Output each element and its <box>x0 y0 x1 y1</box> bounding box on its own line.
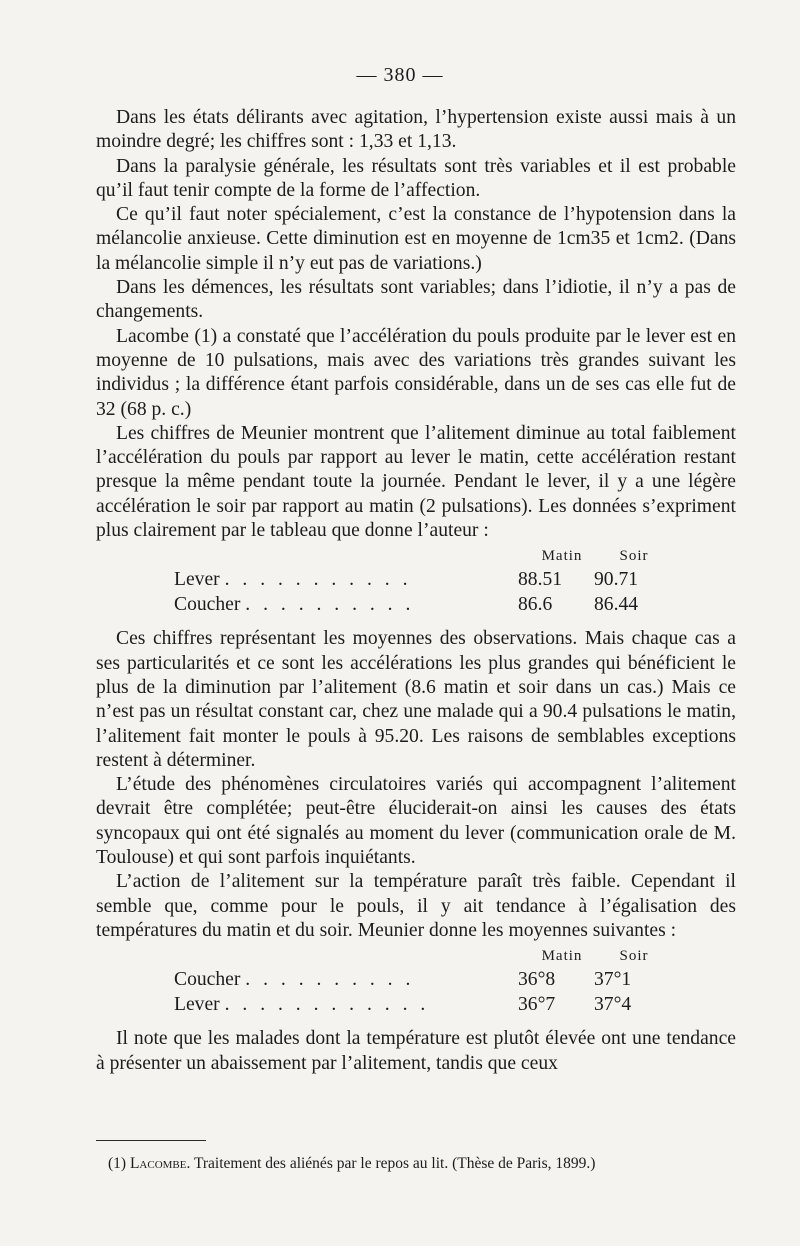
page-number: — 380 — <box>356 64 444 86</box>
table-header <box>96 945 736 967</box>
paragraph: L’étude des phénomènes circulatoires variés qui accompagnent l’alitement devrait être complétée; peut-être éluciderait-on ainsi les causes des états syncopaux qui ont été signalés au moment du lever (communication orale de M. Toulouse) et qui sont parfois inquiétants. <box>96 774 736 869</box>
table-cell: 88.51 <box>518 569 563 591</box>
paragraph: L’action de l’alitement sur la température paraît très faible. Cependant il semble que, comme pour le pouls, il y ait tendance à l’égalisation des températures du matin et du soir. Meunier donne les moyennes suivantes : <box>96 871 736 941</box>
footnote-author: Lacombe <box>129 1155 187 1172</box>
leader-dots: . . . . . . . . . . <box>245 969 415 991</box>
paragraph: Dans les états délirants avec agitation, l’hypertension existe aussi mais à un moindre degré; les chiffres sont : 1,33 et 1,13. <box>96 107 736 153</box>
column-header: Soir <box>619 548 649 565</box>
table-cell: 36°7 <box>518 994 556 1016</box>
table-cell: 37°1 <box>594 969 632 991</box>
paragraph: Lacombe (1) a constaté que l’accélération du pouls produite par le lever est en moyenne de 10 pulsations, mais avec des variations très grandes suivant les individus ; la différence étant parfois considérable, dans un de ses cas elle fut de 32 (68 p. c.) <box>96 325 736 420</box>
table-row <box>96 567 736 592</box>
table-cell: 36°8 <box>518 969 556 991</box>
table-row <box>96 967 736 992</box>
pulse-table <box>96 545 736 617</box>
table-cell: 37°4 <box>594 994 632 1016</box>
paragraph: Les chiffres de Meunier montrent que l’alitement diminue au total faiblement l’accélération du pouls par rapport au lever le matin, cette accélération restant presque la même pendant toute la journée. Pendant le lever, il y a une légère accélération le soir par rapport au matin (2 pulsations). Les données s’expriment plus clairement par le tableau que donne l’auteur : <box>96 422 736 542</box>
column-header: Soir <box>619 948 649 965</box>
leader-dots: . . . . . . . . . . . . <box>224 994 430 1016</box>
paragraph: Ce qu’il faut noter spécialement, c’est la constance de l’hypotension dans la mélancolie anxieuse. Cette diminution est en moyenne de 1cm35 et 1cm2. (Dans la mélancolie simple il n’y eut pas de variations.) <box>96 204 736 274</box>
row-label: Lever <box>174 569 220 591</box>
table-header <box>96 545 736 567</box>
table-row <box>96 592 736 617</box>
paragraph: Dans les démences, les résultats sont variables; dans l’idiotie, il n’y a pas de changements. <box>96 277 736 323</box>
temperature-table <box>96 945 736 1017</box>
column-header: Matin <box>541 548 583 565</box>
row-label: Coucher <box>174 969 241 991</box>
footnote <box>108 1154 748 1174</box>
body-text <box>96 106 736 1076</box>
row-label: Lever <box>174 994 220 1016</box>
footnote-divider <box>96 1140 206 1141</box>
leader-dots: . . . . . . . . . . <box>245 594 415 616</box>
table-cell: 90.71 <box>594 569 639 591</box>
table-cell: 86.6 <box>518 594 553 616</box>
table-cell: 86.44 <box>594 594 639 616</box>
column-header: Matin <box>541 948 583 965</box>
leader-dots: . . . . . . . . . . . <box>224 569 412 591</box>
paragraph: Ces chiffres représentant les moyennes des observations. Mais chaque cas a ses particularités et ce sont les accélérations les plus grandes qui bénéficient le plus de la diminution par l’alitement (8.6 matin et soir dans un cas.) Mais ce n’est pas un résultat constant car, chez une malade qui a 90.4 pulsations le matin, l’alitement fait monter le pouls à 95.20. Les raisons de semblables exceptions restent à déterminer. <box>96 628 736 771</box>
row-label: Coucher <box>174 594 241 616</box>
paragraph: Dans la paralysie générale, les résultats sont très variables et il est probable qu’il faut tenir compte de la forme de l’affection. <box>96 155 736 201</box>
paragraph: Il note que les malades dont la température est plutôt élevée ont une tendance à présenter un abaissement par l’alitement, tandis que ceux <box>96 1028 736 1074</box>
table-row <box>96 992 736 1017</box>
footnote-marker: (1) <box>108 1155 127 1172</box>
footnote-text: . Traitement des aliénés par le repos au lit. (Thèse de Paris, 1899.) <box>186 1155 596 1172</box>
